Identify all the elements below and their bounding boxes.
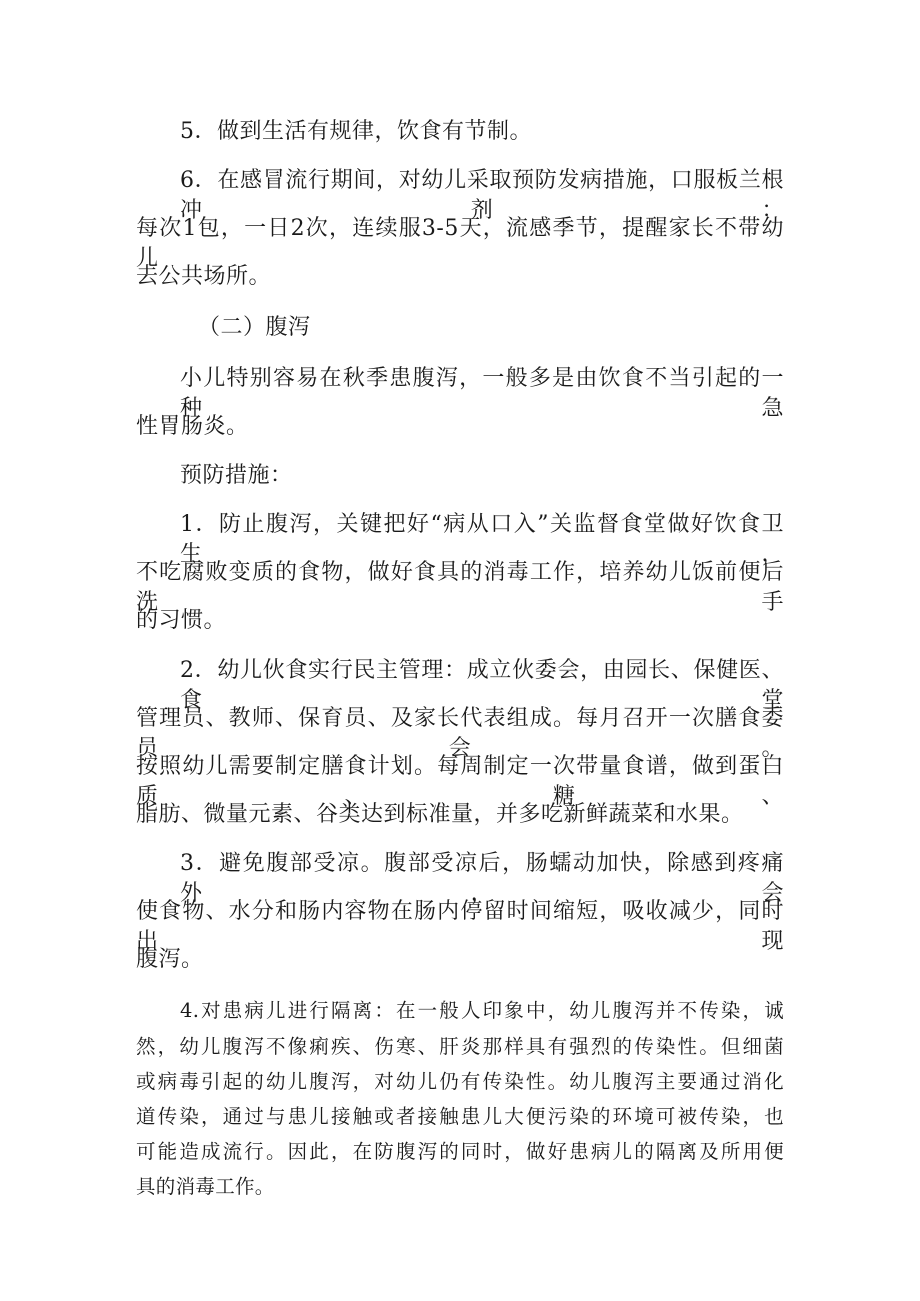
item-3-line-2: 使食物、水分和肠内容物在肠内停留时间缩短，吸收减少，同时出现 <box>136 899 784 954</box>
item-4-line-5: 可能造成流行。因此，在防腹泻的同时，做好患病儿的隔离及所用便 <box>136 1140 784 1163</box>
item-2-line-1: 2．幼儿伙食实行民主管理：成立伙委会，由园长、保健医、食堂 <box>180 658 784 713</box>
item-5: 5．做到生活有规律，饮食有节制。 <box>180 119 532 144</box>
prevention-heading: 预防措施： <box>180 463 293 488</box>
item-4-line-2: 然，幼儿腹泻不像痢疾、伤寒、肝炎那样具有强烈的传染性。但细菌 <box>136 1035 784 1058</box>
intro-line-1: 小儿特别容易在秋季患腹泻，一般多是由饮食不当引起的一种急 <box>180 366 784 421</box>
item-4-line-4: 道传染，通过与患儿接触或者接触患儿大便污染的环境可被传染，也 <box>136 1105 784 1128</box>
intro-line-2: 性胃肠炎。 <box>136 414 249 439</box>
item-1-line-2: 不吃腐败变质的食物，做好食具的消毒工作，培养幼儿饭前便后洗手 <box>136 560 784 615</box>
item-3-line-3: 腹泻。 <box>136 947 204 972</box>
item-1-line-1: 1．防止腹泻，关键把好“病从口入”关监督食堂做好饮食卫生， <box>180 512 784 567</box>
item-6-line-2: 每次1包，一日2次，连续服3-5天，流感季节，提醒家长不带幼儿 <box>136 216 784 271</box>
item-4-line-1: 4.对患病儿进行隔离：在一般人印象中，幼儿腹泻并不传染，诚 <box>180 999 784 1022</box>
item-6-line-1: 6．在感冒流行期间，对幼儿采取预防发病措施，口服板兰根冲剂： <box>180 168 784 223</box>
item-6-line-3: 去公共场所。 <box>136 264 272 289</box>
item-2-line-3: 按照幼儿需要制定膳食计划。每周制定一次带量食谱，做到蛋白质、糖、 <box>136 754 784 809</box>
item-3-line-1: 3．避免腹部受凉。腹部受凉后，肠蠕动加快，除感到疼痛外，会 <box>180 851 784 906</box>
item-2-line-2: 管理员、教师、保育员、及家长代表组成。每月召开一次膳食委员会。 <box>136 706 784 761</box>
item-4-line-6: 具的消毒工作。 <box>136 1175 275 1198</box>
item-2-line-4: 脂肪、微量元素、谷类达到标准量，并多吃新鲜蔬菜和水果。 <box>136 802 744 827</box>
item-1-line-3: 的习惯。 <box>136 608 227 633</box>
item-4-line-3: 或病毒引起的幼儿腹泻，对幼儿仍有传染性。幼儿腹泻主要通过消化 <box>136 1070 784 1093</box>
section-heading-diarrhea: （二）腹泻 <box>198 315 311 340</box>
